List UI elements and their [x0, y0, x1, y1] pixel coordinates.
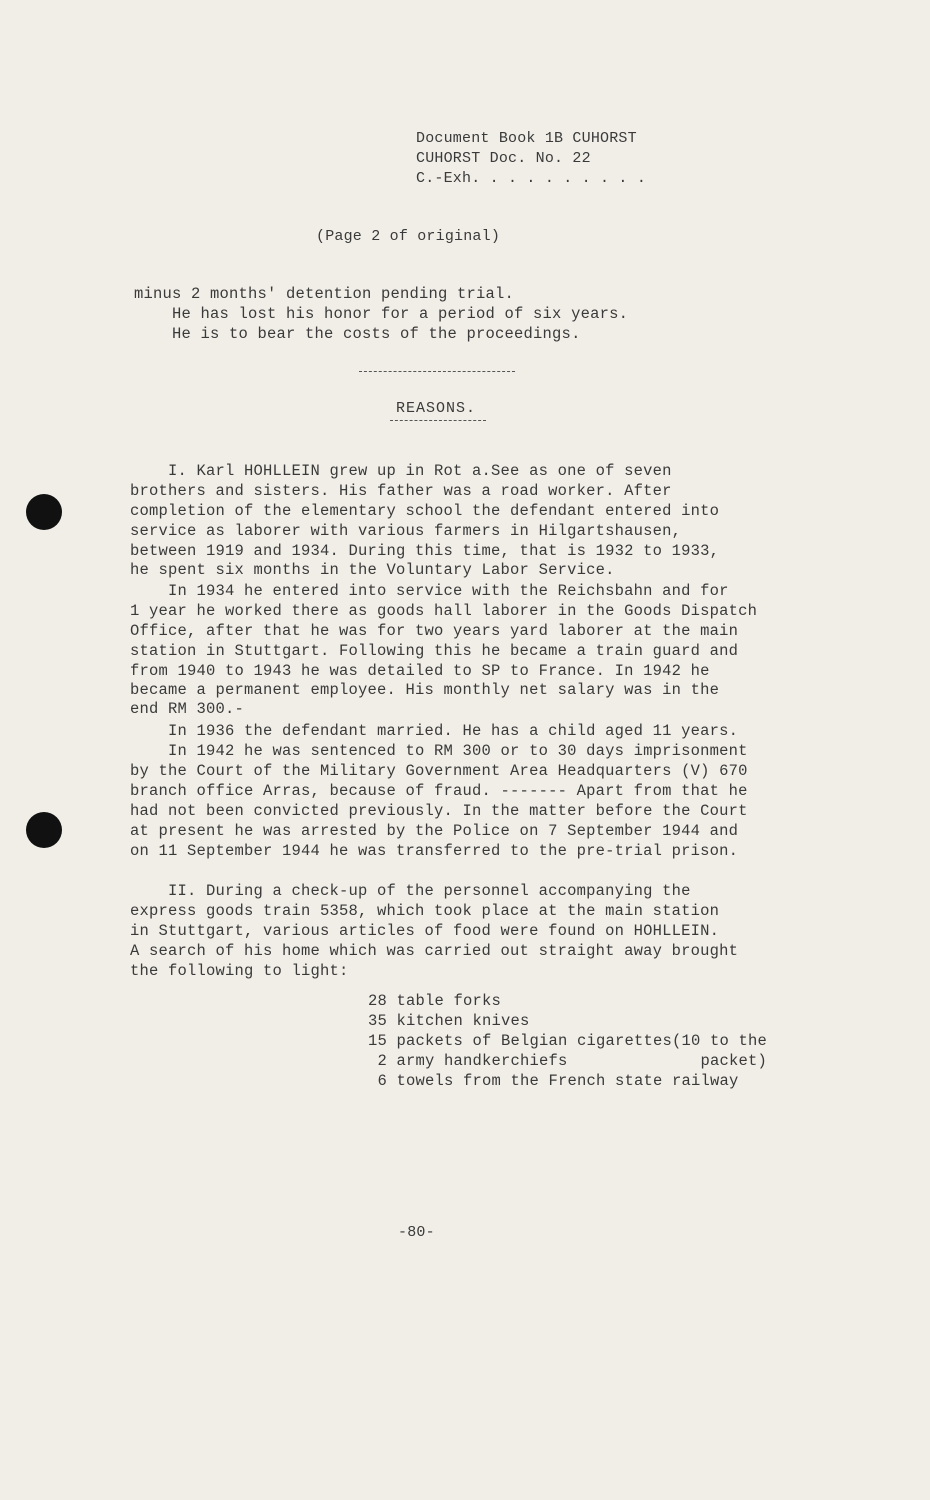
paragraph-line: completion of the elementary school the defendant entered into — [130, 502, 720, 520]
header-exhibit: C.-Exh. . . . . . . . . . — [416, 170, 647, 187]
paragraph-line: express goods train 5358, which took place at the main station — [130, 902, 720, 920]
paragraph-line: A search of his home which was carried out straight away brought — [130, 942, 739, 960]
paragraph-line: from 1940 to 1943 he was detailed to SP to France. In 1942 he — [130, 662, 710, 680]
separator-line — [359, 371, 515, 372]
sentence-line: He is to bear the costs of the proceedings. — [172, 325, 581, 343]
paragraph-line: in Stuttgart, various articles of food were found on HOHLLEIN. — [130, 922, 720, 940]
paragraph-line: between 1919 and 1934. During this time, that is 1932 to 1933, — [130, 542, 720, 560]
paragraph-line: became a permanent employee. His monthly net salary was in the — [130, 681, 720, 699]
paragraph-line: Office, after that he was for two years yard laborer at the main — [130, 622, 739, 640]
reasons-heading: REASONS. — [396, 400, 477, 417]
paragraph-line: service as laborer with various farmers in Hilgartshausen, — [130, 522, 682, 540]
paragraph-line: station in Stuttgart. Following this he became a train guard and — [130, 642, 739, 660]
paragraph-line: at present he was arrested by the Police on 7 September 1944 and — [130, 822, 739, 840]
punch-hole-upper — [26, 494, 62, 530]
paragraph-line: had not been convicted previously. In the matter before the Court — [130, 802, 748, 820]
paragraph-line: the following to light: — [130, 962, 349, 980]
reasons-underline — [390, 420, 486, 421]
inventory-item: 35 kitchen knives — [368, 1012, 530, 1030]
paragraph-line: In 1936 the defendant married. He has a child aged 11 years. — [130, 722, 739, 740]
paragraph-line: on 11 September 1944 he was transferred to the pre-trial prison. — [130, 842, 739, 860]
punch-hole-lower — [26, 812, 62, 848]
header-document-book: Document Book 1B CUHORST — [416, 130, 637, 147]
paragraph-line: In 1934 he entered into service with the Reichsbahn and for — [130, 582, 729, 600]
paragraph-line: by the Court of the Military Government Area Headquarters (V) 670 — [130, 762, 748, 780]
inventory-item: 15 packets of Belgian cigarettes(10 to the — [368, 1032, 768, 1050]
sentence-line: minus 2 months' detention pending trial. — [134, 285, 515, 303]
paragraph-line: end RM 300.- — [130, 700, 245, 718]
page-number: -80- — [398, 1224, 435, 1241]
paragraph-line: II. During a check-up of the personnel accompanying the — [130, 882, 691, 900]
inventory-item: 28 table forks — [368, 992, 502, 1010]
paragraph-line: 1 year he worked there as goods hall laborer in the Goods Dispatch — [130, 602, 758, 620]
inventory-item: 2 army handkerchiefs packet) — [368, 1052, 768, 1070]
paragraph-line: brothers and sisters. His father was a road worker. After — [130, 482, 672, 500]
paragraph-line: branch office Arras, because of fraud. ------- Apart from that he — [130, 782, 748, 800]
paragraph-line: he spent six months in the Voluntary Labor Service. — [130, 561, 615, 579]
inventory-item: 6 towels from the French state railway — [368, 1072, 739, 1090]
sentence-line: He has lost his honor for a period of six years. — [172, 305, 629, 323]
page-note: (Page 2 of original) — [316, 228, 501, 245]
paragraph-line: In 1942 he was sentenced to RM 300 or to 30 days imprisonment — [130, 742, 748, 760]
header-doc-number: CUHORST Doc. No. 22 — [416, 150, 591, 167]
paragraph-line: I. Karl HOHLLEIN grew up in Rot a.See as one of seven — [130, 462, 672, 480]
